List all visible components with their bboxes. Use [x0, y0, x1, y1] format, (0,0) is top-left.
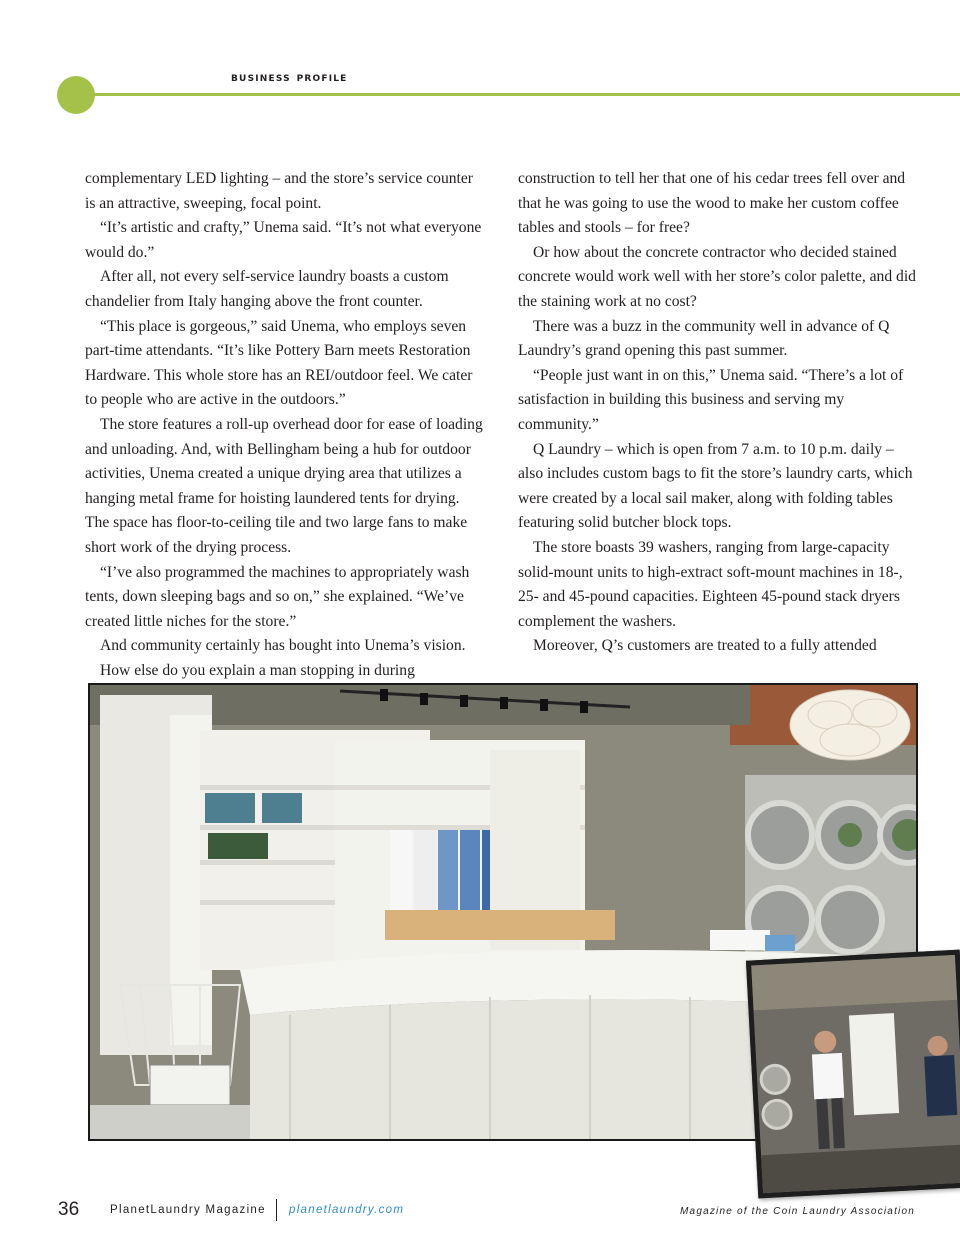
- paragraph: “I’ve also programmed the machines to appropriately wash tents, down sleeping bags and so on,” she explained. “We’ve created little niches for the store.”: [85, 563, 470, 630]
- section-label: business profile: [231, 70, 348, 85]
- grand-opening-inset-photo: [746, 950, 960, 1199]
- paragraph: “It’s artistic and crafty,” Unema said. “It’s not what everyone would do.”: [85, 219, 482, 261]
- paragraph: construction to tell her that one of his cedar trees fell over and that he was going to use the wood to make her custom coffee tables and stools – for free?: [518, 170, 906, 237]
- paragraph: Or how about the concrete contractor who decided stained concrete would work well with her store’s color palette, and did the staining work at no cost?: [518, 243, 916, 310]
- paragraph: How else do you explain a man stopping in during: [100, 661, 415, 679]
- magazine-name: PlanetLaundry Magazine: [110, 1204, 266, 1216]
- article-left-column: [85, 167, 487, 683]
- paragraph: After all, not every self-service laundry boasts a custom chandelier from Italy hanging above the front counter.: [85, 268, 449, 310]
- article-right-column: [518, 167, 920, 659]
- association-tagline: Magazine of the Coin Laundry Association: [680, 1206, 915, 1217]
- paragraph: complementary LED lighting – and the store’s service counter is an attractive, sweeping, focal point.: [85, 170, 473, 212]
- page-number: 36: [58, 1199, 80, 1220]
- paragraph: The store boasts 39 washers, ranging from large-capacity solid-mount units to high-extract soft-mount machines in 18-, 25- and 45-pound capacities. Eighteen 45-pound stack dryers complement the washers.: [518, 538, 903, 630]
- paragraph: Moreover, Q’s customers are treated to a fully attended: [533, 637, 877, 655]
- paragraph: And community certainly has bought into Unema’s vision.: [100, 637, 466, 655]
- paragraph: There was a buzz in the community well in advance of Q Laundry’s grand opening this past summer.: [518, 317, 890, 360]
- header-rule: [78, 93, 960, 96]
- paragraph: The store features a roll-up overhead door for ease of loading and unloading. And, with Bellingham being a hub for outdoor activities, Unema created a unique drying area that utilizes a hanging metal frame for hoisting laundered tents for drying. The space has floor-to-ceiling tile and two large fans to make short work of the drying process.: [85, 415, 483, 556]
- paragraph: Q Laundry – which is open from 7 a.m. to 10 p.m. daily – also includes custom bags to fit the store’s laundry carts, which were created by a local sail maker, along with folding tables featuring solid butcher block tops.: [518, 440, 913, 532]
- paragraph: “This place is gorgeous,” said Unema, who employs seven part-time attendants. “It’s like Pottery Barn meets Restoration Hardware. This whole store has an REI/outdoor feel. We cater to people who are active in the outdoors.”: [85, 317, 473, 409]
- magazine-url-link[interactable]: planetlaundry.com: [289, 1204, 405, 1216]
- header-dot: [57, 76, 95, 114]
- paragraph: “People just want in on this,” Unema said. “There’s a lot of satisfaction in building this business and serving my community.”: [518, 366, 904, 433]
- footer-divider: [276, 1199, 277, 1221]
